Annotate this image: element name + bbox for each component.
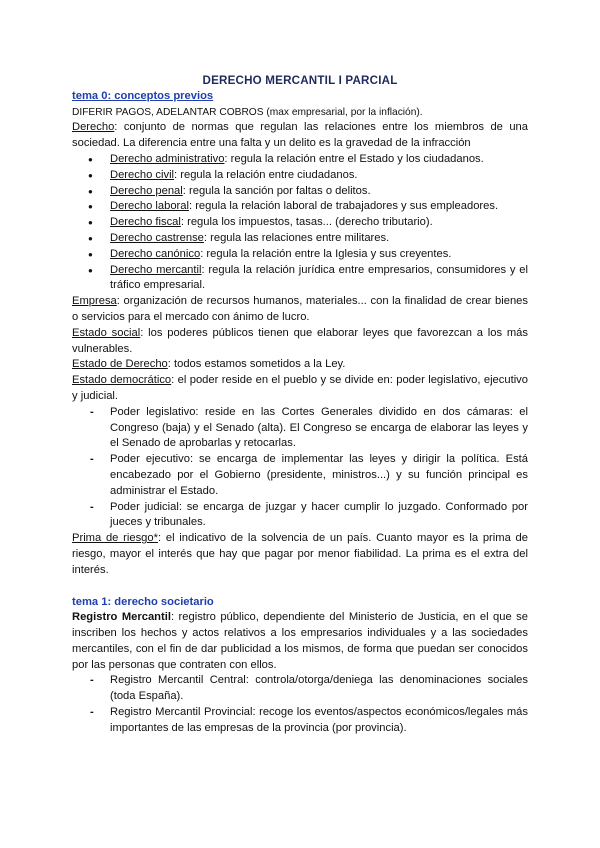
definition-text: : el indicativo de la solvencia de un país. Cuanto mayor es la prima de riesgo, mayor el interés que hay que pagar por menor fiabilidad. La prima es el extra del interés. bbox=[72, 532, 528, 576]
list-item bbox=[72, 231, 528, 247]
derecho-branches-list bbox=[72, 152, 528, 294]
definition-text: : todos estamos sometidos a la Ley. bbox=[167, 358, 346, 371]
term: Empresa bbox=[72, 295, 117, 308]
list-item: - Poder ejecutivo: se encarga de implementar las leyes y dirigir la política. Está encabezado por el Gobierno (presidente, ministros...) y su función principal es administrar el Estado. bbox=[72, 452, 528, 499]
definition-text: : regula la sanción por faltas o delitos. bbox=[182, 184, 371, 197]
list-item: - Poder judicial: se encarga de juzgar y hacer cumplir lo juzgado. Conformado por jueces y tribunales. bbox=[72, 500, 528, 532]
list-item bbox=[72, 168, 528, 184]
tema0-heading: tema 0: conceptos previos bbox=[72, 89, 214, 102]
definition-text: : el poder reside en el pueblo y se divide en: poder legislativo, ejecutivo y judicial. bbox=[72, 374, 529, 402]
term: Derecho mercantil bbox=[110, 263, 202, 276]
registros-list bbox=[72, 673, 528, 736]
tema1-heading: tema 1: derecho societario bbox=[72, 595, 214, 608]
term: Estado democrático bbox=[72, 374, 172, 387]
term: Registro Mercantil bbox=[72, 611, 171, 624]
list-item bbox=[72, 215, 528, 231]
definition-text: : regula la relación entre la Iglesia y sus creyentes. bbox=[200, 247, 452, 260]
definition-text: : regula la relación jurídica entre empresarios, consumidores y el tráfico empresarial. bbox=[110, 263, 528, 292]
term: Derecho laboral bbox=[110, 200, 189, 213]
list-item: - Poder legislativo: reside en las Cortes Generales dividido en dos cámaras: el Congreso (baja) y el Senado (alta). El Congreso se encarga de elaborar las leyes y el Senado de aprobarlas y retocarlas. bbox=[72, 405, 528, 452]
estado-democratico-definition bbox=[72, 373, 528, 405]
list-item: - Registro Mercantil Provincial: recoge los eventos/aspectos económicos/legales más importantes de las empresas de la provincia (por provincia). bbox=[72, 705, 528, 737]
note-line: DIFERIR PAGOS, ADELANTAR COBROS (max empresarial, por la inflación). bbox=[72, 106, 423, 118]
term: Estado de Derecho bbox=[72, 358, 168, 371]
definition-text: : registro público, dependiente del Ministerio de Justicia, en el que se inscriben los hechos y actos relativos a los empresarios individuales y a las sociedades mercantiles, con el fin de dar publicidad a los mismos, de forma que puedan ser conocidos por las personas que contraten con ellos. bbox=[72, 611, 528, 671]
definition-text: : regula la relación entre el Estado y los ciudadanos. bbox=[224, 152, 484, 165]
registro-definition bbox=[72, 610, 528, 673]
term: Derecho castrense bbox=[110, 231, 204, 244]
list-item bbox=[72, 263, 528, 295]
document-page bbox=[72, 73, 528, 737]
definition-text: : organización de recursos humanos, materiales... con la finalidad de crear bienes o servicios para el mercado con ánimo de lucro. bbox=[72, 295, 528, 323]
list-item bbox=[72, 184, 528, 200]
definition-text: : los poderes públicos tienen que elaborar leyes que favorezcan a los más vulnerables. bbox=[72, 326, 528, 355]
term: Derecho bbox=[72, 121, 115, 134]
definition-text: : conjunto de normas que regulan las relaciones entre los miembros de una sociedad. La diferencia entre una falta y un delito es la gravedad de la infracción bbox=[72, 121, 528, 150]
estado-social-definition bbox=[72, 326, 528, 358]
empresa-definition bbox=[72, 294, 528, 326]
definition-text: : regula los impuestos, tasas... (derecho tributario). bbox=[180, 216, 433, 229]
term: Derecho administrativo bbox=[110, 152, 225, 165]
list-item bbox=[72, 152, 528, 168]
section-gap bbox=[72, 579, 528, 595]
definition-text: : regula la relación entre ciudadanos. bbox=[174, 168, 358, 181]
definition-text: : regula las relaciones entre militares. bbox=[203, 231, 390, 244]
term: Derecho penal bbox=[110, 184, 183, 197]
term: Estado social bbox=[72, 326, 141, 339]
definition-text: : regula la relación laboral de trabajadores y sus empleadores. bbox=[188, 200, 499, 213]
term: Derecho fiscal bbox=[110, 216, 181, 229]
list-item: - Registro Mercantil Central: controla/otorga/deniega las denominaciones sociales (toda España). bbox=[72, 673, 528, 705]
poderes-list bbox=[72, 405, 528, 531]
term: Derecho canónico bbox=[110, 247, 201, 260]
list-item bbox=[72, 199, 528, 215]
term: Prima de riesgo* bbox=[72, 532, 158, 545]
list-item bbox=[72, 247, 528, 263]
prima-definition bbox=[72, 531, 528, 578]
document-title: DERECHO MERCANTIL I PARCIAL bbox=[202, 74, 398, 87]
term: Derecho civil bbox=[110, 168, 175, 181]
derecho-definition bbox=[72, 120, 528, 152]
estado-derecho-definition bbox=[72, 357, 528, 373]
